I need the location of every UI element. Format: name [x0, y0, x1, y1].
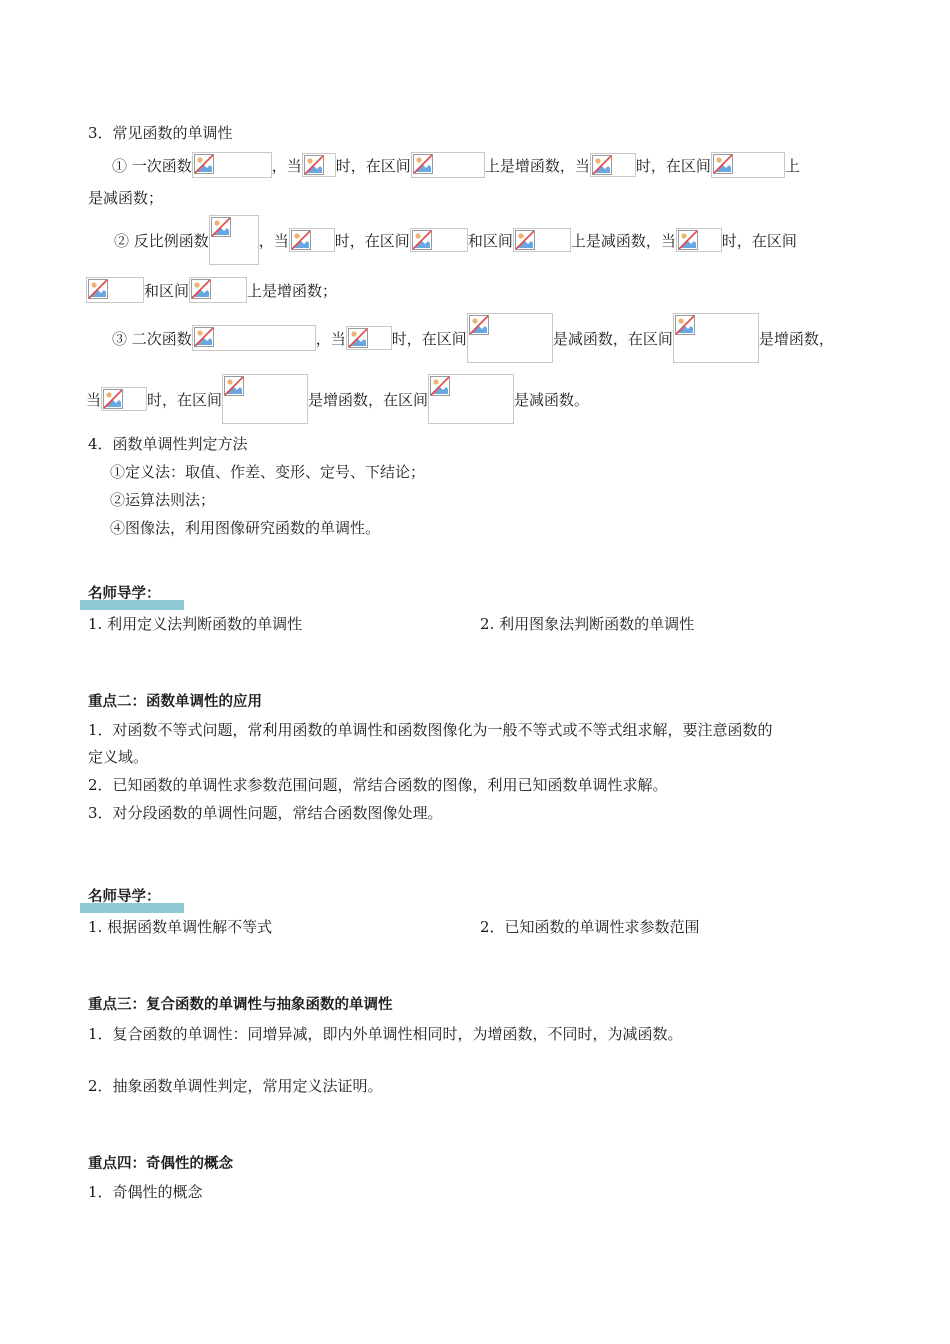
text: 是减函数。: [514, 390, 590, 409]
text: 是增函数，: [758, 329, 834, 348]
line-inverse-2: [86, 276, 337, 304]
formula-image: [222, 374, 308, 424]
text: 是减函数；: [88, 189, 164, 207]
guide-label: 名师导学：: [88, 889, 161, 905]
formula-image: [410, 228, 468, 252]
text: 当: [86, 390, 102, 409]
text: ② 反比例函数: [114, 231, 209, 250]
guide-item: 2．已知函数的单调性求参数范围: [480, 918, 700, 936]
line-inverse: [114, 214, 797, 266]
text: 和区间: [144, 281, 190, 300]
broken-image-icon: [413, 154, 433, 174]
key-2-title: 重点二：函数单调性的应用: [88, 694, 262, 710]
broken-image-icon: [430, 376, 450, 396]
text: ① 一次函数: [112, 156, 192, 175]
broken-image-icon: [412, 230, 432, 250]
formula-image: [711, 152, 785, 178]
formula-image: [192, 152, 272, 178]
broken-image-icon: [469, 315, 489, 335]
formula-image: [467, 313, 553, 363]
broken-image-icon: [678, 230, 698, 250]
broken-image-icon: [88, 279, 108, 299]
text: 时，在区间: [334, 231, 410, 250]
text: ③ 二次函数: [112, 329, 192, 348]
formula-image: [676, 228, 722, 252]
text: 和区间: [467, 231, 513, 250]
text: ，当: [315, 329, 346, 348]
broken-image-icon: [291, 230, 311, 250]
formula-image: [86, 277, 144, 303]
text: 是减函数，在区间: [552, 329, 673, 348]
key-3-title: 重点三：复合函数的单调性与抽象函数的单调性: [88, 997, 393, 1013]
paragraph: 定义域。: [88, 748, 149, 766]
text: 时，在区间: [391, 329, 467, 348]
guide-label: 名师导学：: [88, 586, 161, 602]
broken-image-icon: [592, 155, 612, 175]
paragraph: 1．复合函数的单调性：同增异减，即内外单调性相同时，为增函数，不同时，为减函数。: [88, 1025, 683, 1043]
formula-image: [101, 387, 147, 411]
formula-image: [673, 313, 759, 363]
text: 时，在区间: [721, 231, 797, 250]
broken-image-icon: [194, 154, 214, 174]
text: ，当: [258, 231, 289, 250]
broken-image-icon: [224, 376, 244, 396]
section-4-title: 4．函数单调性判定方法: [88, 435, 248, 453]
text: 上是减函数，当: [570, 231, 676, 250]
line-quadratic-2: [86, 373, 589, 425]
guide-item: 2. 利用图象法判断函数的单调性: [480, 615, 695, 633]
method-item: ②运算法则法；: [110, 491, 216, 509]
paragraph: 1．对函数不等式问题，常利用函数的单调性和函数图像化为一般不等式或不等式组求解，要注意函数的: [88, 721, 773, 739]
formula-image: [289, 228, 335, 252]
text: 时，在区间: [335, 156, 411, 175]
paragraph: 2．已知函数的单调性求参数范围问题，常结合函数的图像，利用已知函数单调性求解。: [88, 776, 668, 794]
formula-image: [513, 228, 571, 252]
text: 时，在区间: [147, 390, 223, 409]
key-4-title: 重点四：奇偶性的概念: [88, 1156, 233, 1172]
broken-image-icon: [191, 279, 211, 299]
paragraph: 3．对分段函数的单调性问题，常结合函数图像处理。: [88, 804, 443, 822]
broken-image-icon: [713, 154, 733, 174]
guide-item: 1. 利用定义法判断函数的单调性: [88, 615, 303, 633]
text: 是增函数，在区间: [308, 390, 429, 409]
text: 上是增函数；: [247, 281, 338, 300]
broken-image-icon: [675, 315, 695, 335]
broken-image-icon: [211, 217, 231, 237]
broken-image-icon: [103, 389, 123, 409]
text: 上: [784, 156, 800, 175]
line-linear: [112, 150, 800, 180]
formula-image: [192, 325, 316, 351]
formula-image: [302, 153, 336, 177]
text: 时，在区间: [635, 156, 711, 175]
formula-image: [209, 215, 259, 265]
paragraph: 2．抽象函数单调性判定，常用定义法证明。: [88, 1077, 383, 1095]
formula-image: [590, 153, 636, 177]
formula-image: [189, 277, 247, 303]
text: 上是增函数，当: [484, 156, 590, 175]
guide-item: 1. 根据函数单调性解不等式: [88, 918, 273, 936]
text: ，当: [271, 156, 302, 175]
formula-image: [428, 374, 514, 424]
method-item: ④图像法，利用图像研究函数的单调性。: [110, 519, 381, 537]
broken-image-icon: [515, 230, 535, 250]
line-quadratic: [112, 312, 834, 364]
section-3-title: 3．常见函数的单调性: [88, 124, 233, 142]
broken-image-icon: [348, 328, 368, 348]
broken-image-icon: [194, 327, 214, 347]
formula-image: [346, 326, 392, 350]
method-item: ①定义法：取值、作差、变形、定号、下结论；: [110, 463, 426, 481]
broken-image-icon: [304, 155, 324, 175]
formula-image: [411, 152, 485, 178]
paragraph: 1．奇偶性的概念: [88, 1183, 203, 1201]
